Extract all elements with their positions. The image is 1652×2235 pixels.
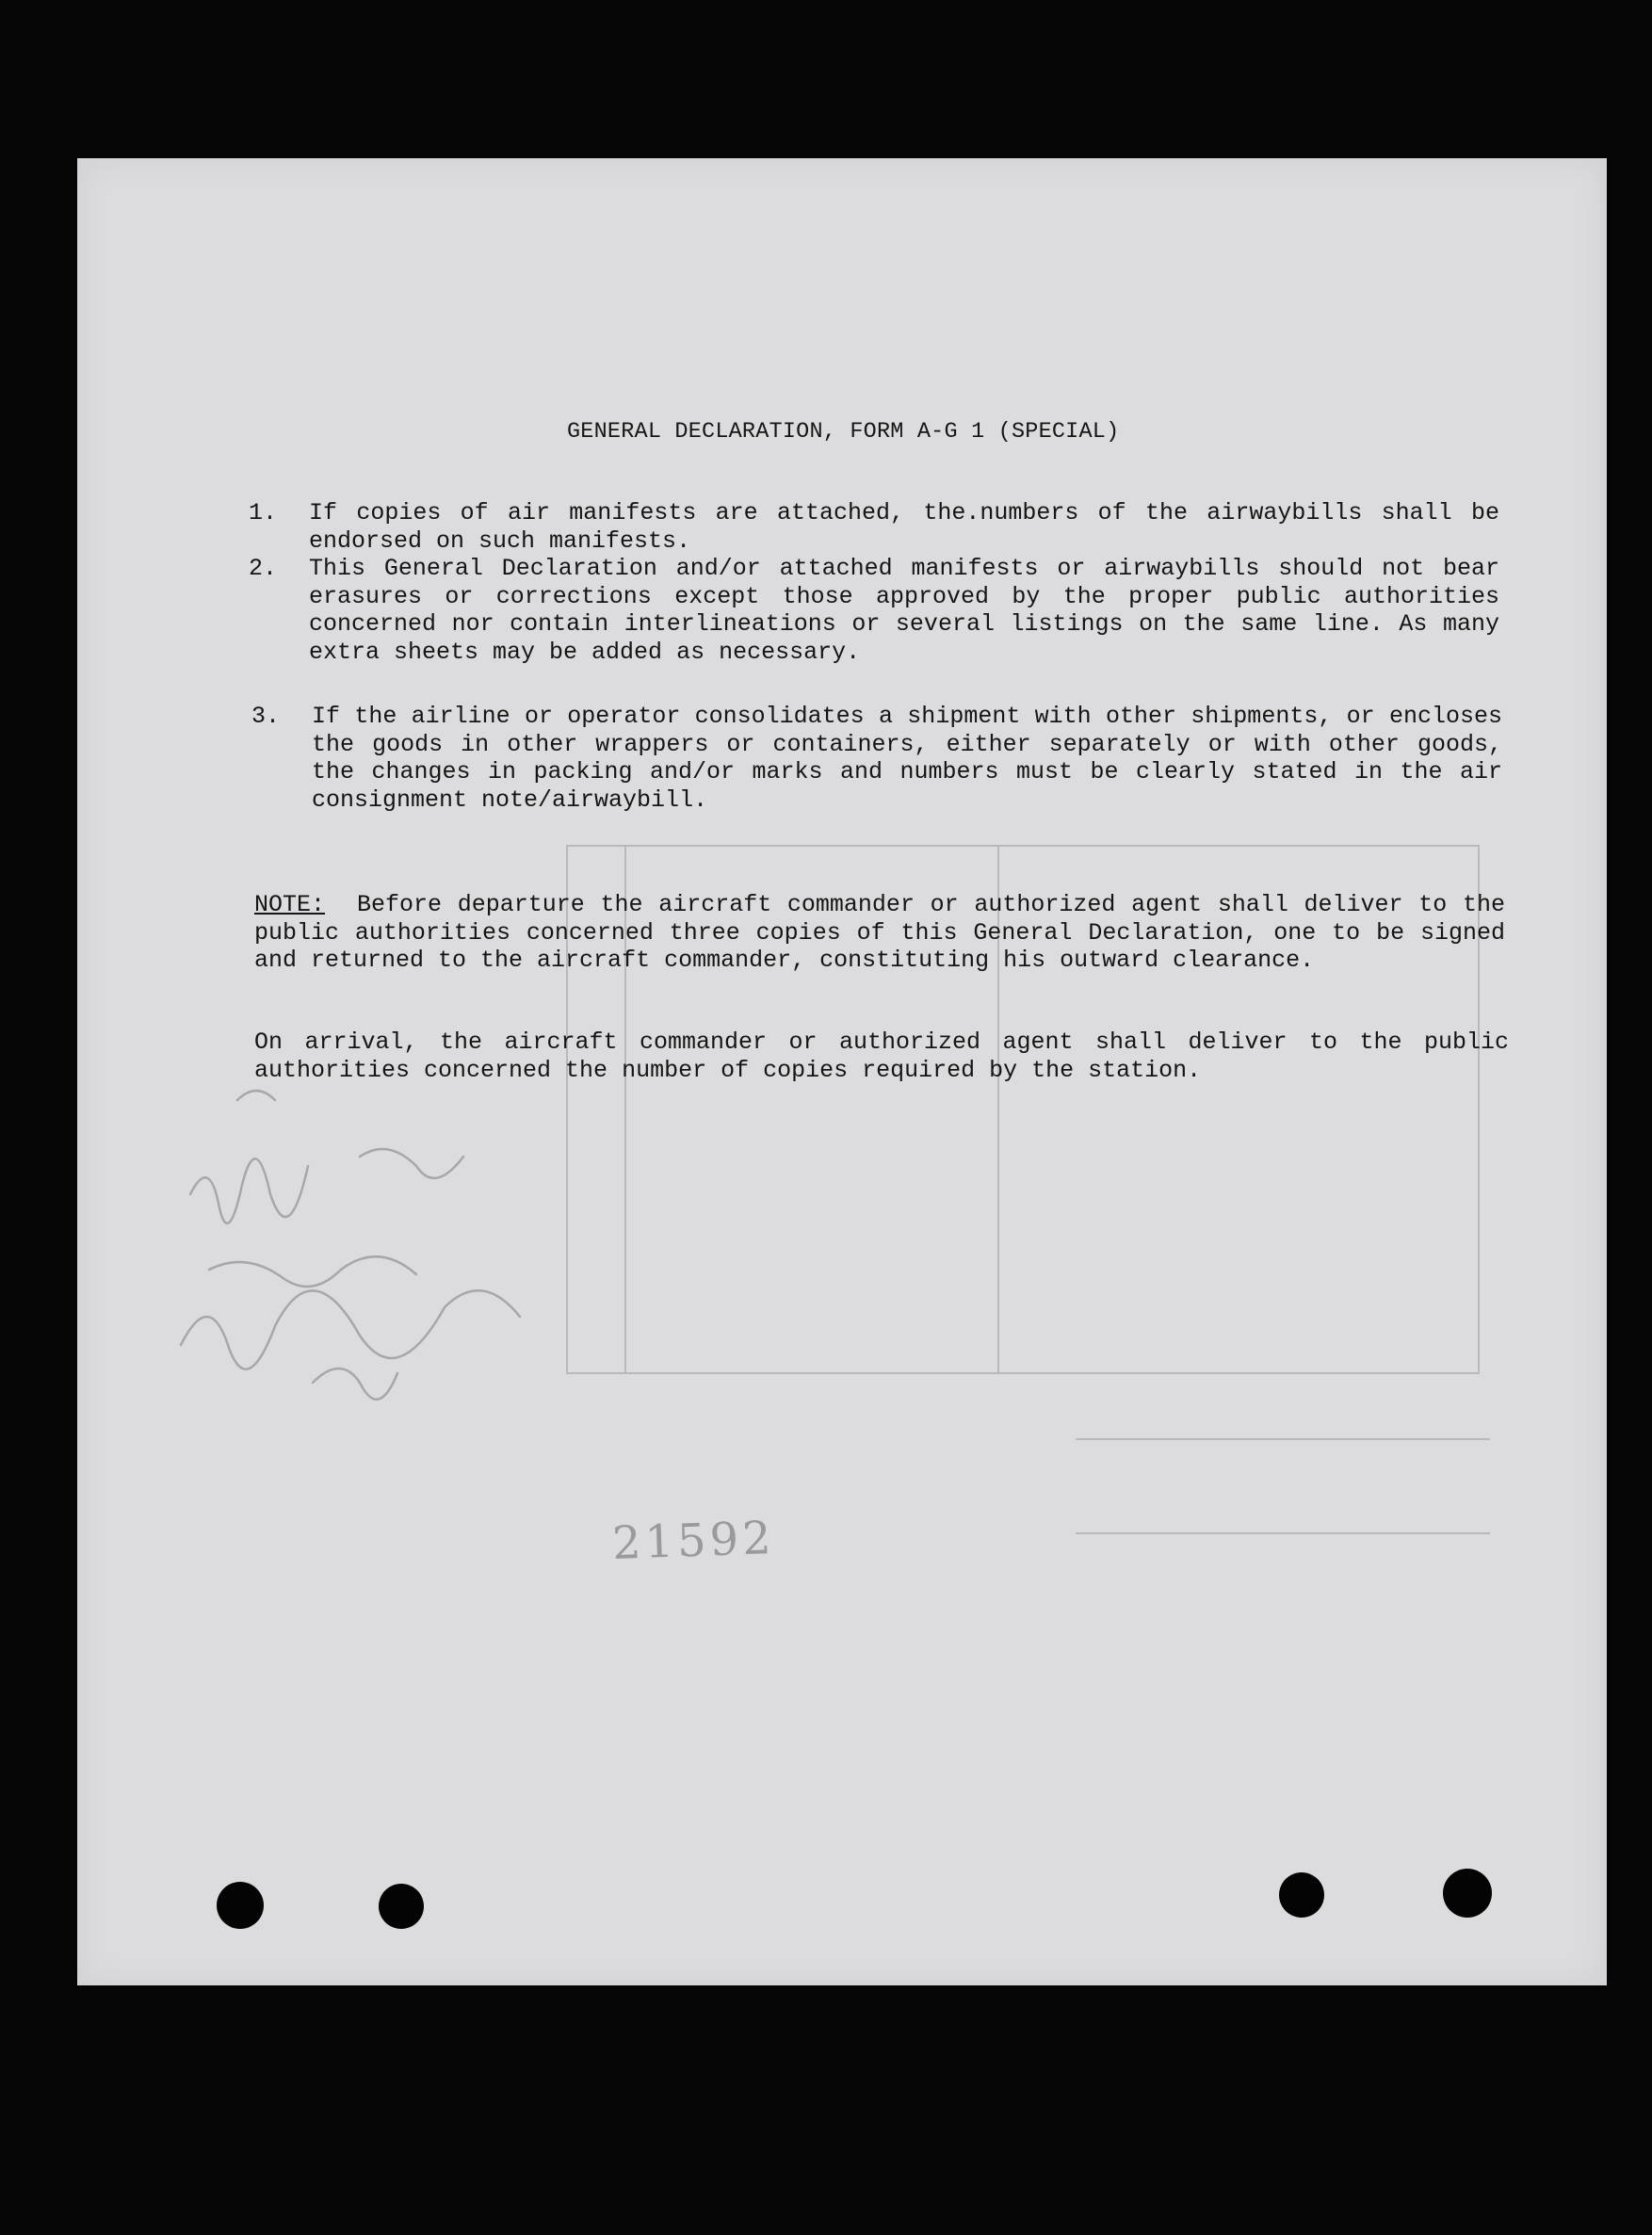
- arrival-note: On arrival, the aircraft commander or authorized agent shall deliver to the public authorities concerned the number of copies required by the station.: [254, 1028, 1509, 1084]
- note-text: Before departure the aircraft commander or authorized agent shall deliver to the public authorities concerned three copies of this General Declaration, one to be signed and returned to the aircraft commander, constituting his outward clearance.: [254, 891, 1505, 974]
- punch-hole: [217, 1882, 264, 1929]
- item-text: If copies of air manifests are attached, the.numbers of the airwaybills shall be endorsed on such manifests.: [309, 499, 1499, 555]
- note-label: NOTE:: [254, 891, 326, 918]
- item-number: 1.: [249, 499, 278, 526]
- punch-hole: [379, 1884, 424, 1929]
- document-title: GENERAL DECLARATION, FORM A-G 1 (SPECIAL): [567, 419, 1120, 445]
- departure-note: [254, 891, 1505, 975]
- item-text: This General Declaration and/or attached manifests or airwaybills should not bear erasures or corrections except those approved by the proper public authorities concerned nor contain interlineations or several listings on the same line. As many extra sheets may be added as necessary.: [309, 555, 1499, 666]
- item-number: 2.: [249, 555, 278, 582]
- document-page: [77, 158, 1607, 1985]
- stamped-number: 21592: [611, 1512, 776, 1570]
- punch-hole: [1443, 1869, 1492, 1918]
- item-text: If the airline or operator consolidates a shipment with other shipments, or encloses the goods in other wrappers or containers, either separately or with other goods, the changes in packing and/or marks and numbers must be clearly stated in the air consignment note/airwaybill.: [312, 703, 1502, 814]
- punch-hole: [1279, 1872, 1324, 1918]
- item-number: 3.: [251, 703, 281, 730]
